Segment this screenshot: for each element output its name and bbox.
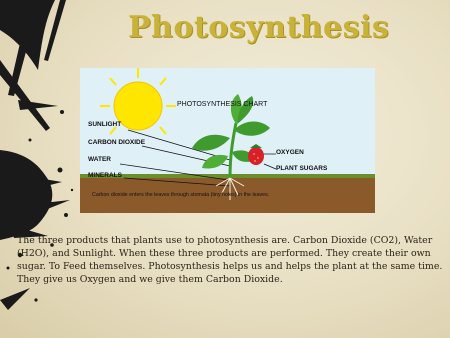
photosynthesis-chart-figure [80,68,375,213]
label-sunlight: SUNLIGHT [88,121,122,128]
label-carbon-dioxide: CARBON DIOXIDE [88,139,146,146]
slide-title: Photosynthesis [128,10,390,45]
label-plant-sugars: PLANT SUGARS [276,165,328,172]
label-minerals: MINERALS [88,172,122,179]
label-oxygen: OXYGEN [276,149,304,156]
slide-body-text: The three products that plants use to photosynthesis are. Carbon Dioxide (CO2), Water (H2O), and Sunlight. When these three products are performed. They create their own sugar. To Feed themselves. Photosynthesis helps us and helps the plant at the same time. They give us Oxygen and we give them Carbon Dioxide. [17,235,443,285]
chart-caption: Carbon dioxide enters the leaves through stomata (tiny holes) in the leaves. [92,192,270,198]
grass-line [80,174,375,178]
chart-title: PHOTOSYNTHESIS CHART [177,101,268,108]
label-water: WATER [88,156,111,163]
